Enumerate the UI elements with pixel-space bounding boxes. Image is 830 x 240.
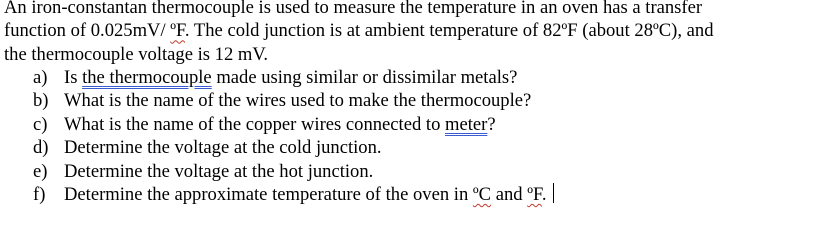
- question-text: [64, 113, 496, 136]
- celsius-unit-marked: ºC: [472, 183, 492, 205]
- question-text-start: What is the name of the copper wires connected to: [64, 113, 446, 135]
- list-marker: d): [33, 137, 49, 159]
- paragraph-line-2: [4, 19, 826, 42]
- paragraph-line-1: An iron-constantan thermocouple is used to measure the temperature in an oven has a transfer: [4, 0, 703, 18]
- question-text-start: Determine the approximate temperature of the oven in: [64, 183, 473, 205]
- paragraph-line-2-end: . The cold junction is at ambient temperature of 82ºF (about 28ºC), and: [184, 20, 714, 42]
- paragraph-line-3: the thermocouple voltage is 12 mV.: [4, 43, 269, 65]
- list-marker: e): [33, 160, 48, 182]
- grammar-marked-word: meter: [445, 113, 488, 135]
- question-text: [64, 183, 554, 206]
- list-marker: a): [33, 67, 48, 88]
- question-text-end: made using similar or dissimilar metals?: [211, 67, 518, 88]
- question-text-end: ?: [487, 113, 496, 135]
- question-text: [64, 66, 517, 89]
- question-text-middle: and: [491, 183, 528, 205]
- fahrenheit-unit-marked: ºF: [527, 183, 542, 205]
- problem-paragraph: [4, 0, 826, 66]
- fahrenheit-unit-marked: ºF: [170, 20, 185, 42]
- question-text: Determine the voltage at the hot junction.: [64, 160, 374, 182]
- list-marker: b): [33, 90, 49, 112]
- list-marker: c): [33, 113, 48, 135]
- question-text-end: .: [541, 183, 547, 205]
- question-text-start: Is: [64, 67, 83, 88]
- paragraph-line-2-start: function of 0.025mV/: [4, 20, 171, 42]
- text-cursor: [553, 183, 554, 203]
- grammar-marked-phrase: the thermocouple: [82, 67, 212, 88]
- list-marker: f): [33, 183, 46, 205]
- question-text: What is the name of the wires used to make the thermocouple?: [64, 90, 532, 112]
- question-text: Determine the voltage at the cold junction.: [64, 137, 382, 159]
